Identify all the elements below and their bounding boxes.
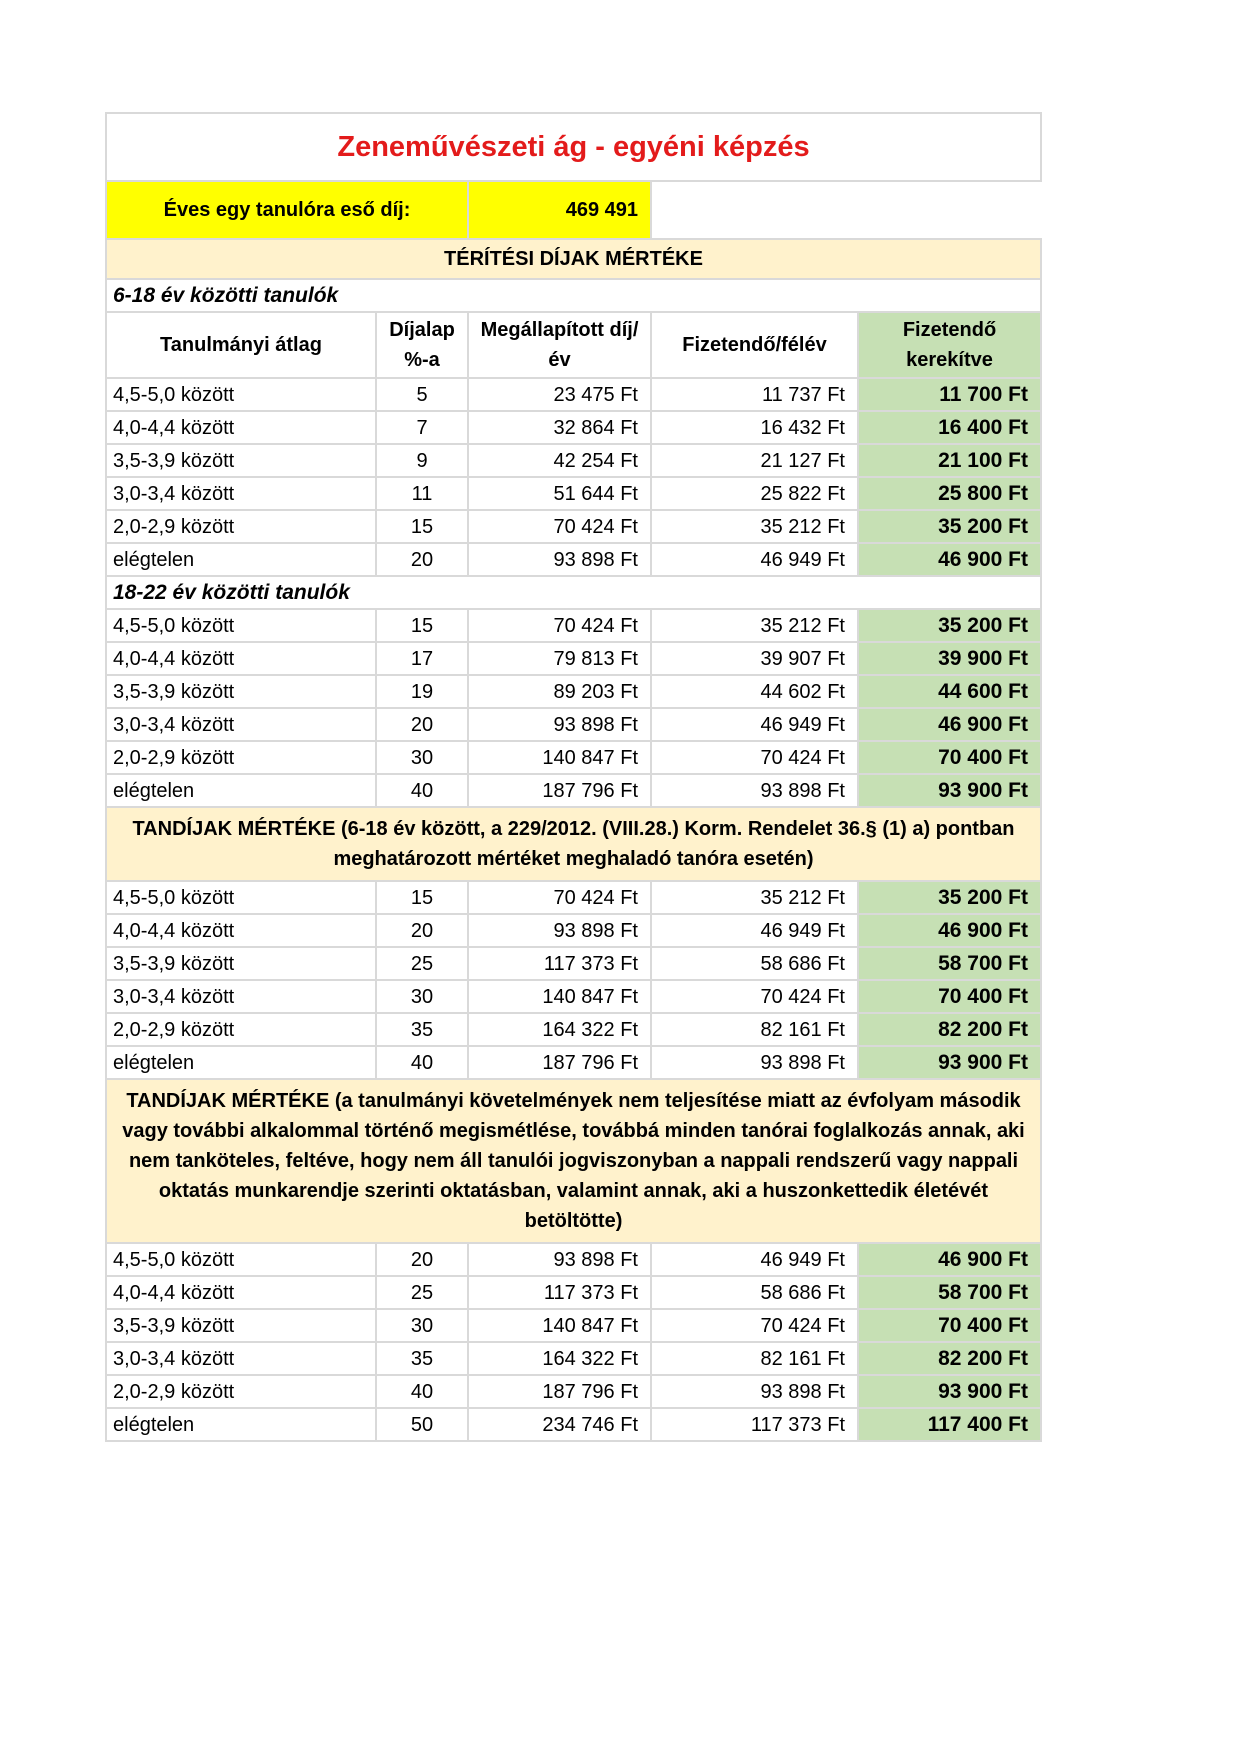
pct-cell: 35	[376, 1013, 468, 1046]
fees-section-row	[106, 239, 1041, 279]
table-row	[106, 741, 1041, 774]
table-row	[106, 1046, 1041, 1079]
table-row	[106, 1375, 1041, 1408]
year-fee-cell: 70 424 Ft	[468, 609, 651, 642]
year-fee-cell: 93 898 Ft	[468, 1243, 651, 1276]
table-row	[106, 774, 1041, 807]
avg-cell: 4,0-4,4 között	[106, 1276, 376, 1309]
avg-cell: 2,0-2,9 között	[106, 741, 376, 774]
pct-cell: 7	[376, 411, 468, 444]
avg-cell: 4,0-4,4 között	[106, 411, 376, 444]
year-fee-cell: 93 898 Ft	[468, 543, 651, 576]
avg-cell: 3,5-3,9 között	[106, 444, 376, 477]
year-fee-cell: 140 847 Ft	[468, 741, 651, 774]
half-fee-cell: 70 424 Ft	[651, 980, 858, 1013]
tuition-1-label: TANDÍJAK MÉRTÉKE (6-18 év között, a 229/2012. (VIII.28.) Korm. Rendelet 36.§ (1) a) pontban meghatározott mértéket meghaladó tanóra esetén)	[106, 807, 1041, 881]
pct-cell: 30	[376, 1309, 468, 1342]
pct-cell: 20	[376, 543, 468, 576]
tuition-2-label: TANDÍJAK MÉRTÉKE (a tanulmányi követelmények nem teljesítése miatt az évfolyam második vagy további alkalommal történő megismétlése, továbbá minden tanórai foglalkozás annak, aki nem tanköteles, feltéve, hogy nem áll tanulói jogviszonyban a nappali rendszerű vagy nappali oktatás munkarendje szerinti oktatásban, valamint annak, aki a huszonkettedik életévét betöltötte)	[106, 1079, 1041, 1243]
rounded-fee-cell: 21 100 Ft	[858, 444, 1041, 477]
rounded-fee-cell: 70 400 Ft	[858, 1309, 1041, 1342]
group-18-22-row	[106, 576, 1041, 609]
table-row	[106, 411, 1041, 444]
avg-cell: elégtelen	[106, 774, 376, 807]
avg-cell: 4,5-5,0 között	[106, 378, 376, 411]
table-row	[106, 642, 1041, 675]
table-row	[106, 881, 1041, 914]
pct-cell: 5	[376, 378, 468, 411]
rounded-fee-cell: 44 600 Ft	[858, 675, 1041, 708]
pct-cell: 30	[376, 741, 468, 774]
avg-cell: 3,0-3,4 között	[106, 477, 376, 510]
table-row	[106, 1342, 1041, 1375]
year-fee-cell: 51 644 Ft	[468, 477, 651, 510]
rounded-fee-cell: 46 900 Ft	[858, 708, 1041, 741]
rounded-fee-cell: 82 200 Ft	[858, 1342, 1041, 1375]
pct-cell: 25	[376, 1276, 468, 1309]
table-row	[106, 1243, 1041, 1276]
year-fee-cell: 93 898 Ft	[468, 914, 651, 947]
rounded-fee-cell: 70 400 Ft	[858, 980, 1041, 1013]
year-fee-cell: 79 813 Ft	[468, 642, 651, 675]
pct-cell: 19	[376, 675, 468, 708]
avg-cell: elégtelen	[106, 543, 376, 576]
fee-table	[105, 112, 1042, 1442]
rounded-fee-cell: 39 900 Ft	[858, 642, 1041, 675]
avg-cell: 3,0-3,4 között	[106, 708, 376, 741]
group-18-22-label: 18-22 év közötti tanulók	[106, 576, 1041, 609]
rounded-fee-cell: 35 200 Ft	[858, 881, 1041, 914]
half-fee-cell: 93 898 Ft	[651, 1046, 858, 1079]
year-fee-cell: 187 796 Ft	[468, 1375, 651, 1408]
rounded-fee-cell: 16 400 Ft	[858, 411, 1041, 444]
annual-fee-value: 469 491	[468, 181, 651, 239]
avg-cell: 2,0-2,9 között	[106, 1375, 376, 1408]
rounded-fee-cell: 70 400 Ft	[858, 741, 1041, 774]
table-row	[106, 444, 1041, 477]
half-fee-cell: 117 373 Ft	[651, 1408, 858, 1441]
rounded-fee-cell: 35 200 Ft	[858, 609, 1041, 642]
group-6-18-label: 6-18 év közötti tanulók	[106, 279, 1041, 312]
year-fee-cell: 187 796 Ft	[468, 1046, 651, 1079]
tuition-2-row	[106, 1079, 1041, 1243]
rounded-fee-cell: 46 900 Ft	[858, 1243, 1041, 1276]
table-row	[106, 947, 1041, 980]
table-row	[106, 1013, 1041, 1046]
year-fee-cell: 117 373 Ft	[468, 947, 651, 980]
avg-cell: 2,0-2,9 között	[106, 1013, 376, 1046]
half-fee-cell: 93 898 Ft	[651, 1375, 858, 1408]
pct-cell: 15	[376, 510, 468, 543]
column-header-row	[106, 312, 1041, 378]
rounded-fee-cell: 93 900 Ft	[858, 774, 1041, 807]
col-rounded-header: Fizetendő kerekítve	[858, 312, 1041, 378]
rounded-fee-cell: 58 700 Ft	[858, 947, 1041, 980]
fees-section-title: TÉRÍTÉSI DÍJAK MÉRTÉKE	[106, 239, 1041, 279]
half-fee-cell: 39 907 Ft	[651, 642, 858, 675]
rounded-fee-cell: 46 900 Ft	[858, 914, 1041, 947]
year-fee-cell: 93 898 Ft	[468, 708, 651, 741]
rounded-fee-cell: 117 400 Ft	[858, 1408, 1041, 1441]
avg-cell: elégtelen	[106, 1408, 376, 1441]
year-fee-cell: 42 254 Ft	[468, 444, 651, 477]
pct-cell: 20	[376, 1243, 468, 1276]
table-row	[106, 980, 1041, 1013]
pct-cell: 9	[376, 444, 468, 477]
pct-cell: 15	[376, 881, 468, 914]
table-row	[106, 914, 1041, 947]
tuition-1-row	[106, 807, 1041, 881]
rounded-fee-cell: 93 900 Ft	[858, 1375, 1041, 1408]
half-fee-cell: 58 686 Ft	[651, 1276, 858, 1309]
avg-cell: 3,0-3,4 között	[106, 980, 376, 1013]
group-6-18-row	[106, 279, 1041, 312]
pct-cell: 11	[376, 477, 468, 510]
half-fee-cell: 93 898 Ft	[651, 774, 858, 807]
table-row	[106, 1276, 1041, 1309]
half-fee-cell: 21 127 Ft	[651, 444, 858, 477]
avg-cell: 3,5-3,9 között	[106, 675, 376, 708]
annual-fee-label: Éves egy tanulóra eső díj:	[106, 181, 468, 239]
half-fee-cell: 70 424 Ft	[651, 741, 858, 774]
pct-cell: 40	[376, 774, 468, 807]
half-fee-cell: 82 161 Ft	[651, 1342, 858, 1375]
col-avg-header: Tanulmányi átlag	[106, 312, 376, 378]
year-fee-cell: 117 373 Ft	[468, 1276, 651, 1309]
title-row	[106, 113, 1041, 181]
pct-cell: 35	[376, 1342, 468, 1375]
avg-cell: 3,5-3,9 között	[106, 1309, 376, 1342]
half-fee-cell: 70 424 Ft	[651, 1309, 858, 1342]
avg-cell: 4,0-4,4 között	[106, 642, 376, 675]
half-fee-cell: 44 602 Ft	[651, 675, 858, 708]
table-row	[106, 378, 1041, 411]
avg-cell: 2,0-2,9 között	[106, 510, 376, 543]
half-fee-cell: 35 212 Ft	[651, 881, 858, 914]
half-fee-cell: 46 949 Ft	[651, 1243, 858, 1276]
year-fee-cell: 23 475 Ft	[468, 378, 651, 411]
rounded-fee-cell: 93 900 Ft	[858, 1046, 1041, 1079]
half-fee-cell: 11 737 Ft	[651, 378, 858, 411]
page-title: Zeneművészeti ág - egyéni képzés	[106, 113, 1041, 181]
rounded-fee-cell: 82 200 Ft	[858, 1013, 1041, 1046]
year-fee-cell: 164 322 Ft	[468, 1013, 651, 1046]
half-fee-cell: 16 432 Ft	[651, 411, 858, 444]
half-fee-cell: 82 161 Ft	[651, 1013, 858, 1046]
table-row	[106, 1408, 1041, 1441]
year-fee-cell: 164 322 Ft	[468, 1342, 651, 1375]
annual-fee-row	[106, 181, 1041, 239]
pct-cell: 20	[376, 708, 468, 741]
table-row	[106, 675, 1041, 708]
table-row	[106, 708, 1041, 741]
rounded-fee-cell: 58 700 Ft	[858, 1276, 1041, 1309]
half-fee-cell: 46 949 Ft	[651, 543, 858, 576]
table-row	[106, 543, 1041, 576]
table-row	[106, 609, 1041, 642]
year-fee-cell: 70 424 Ft	[468, 881, 651, 914]
table-row	[106, 477, 1041, 510]
table-row	[106, 510, 1041, 543]
half-fee-cell: 25 822 Ft	[651, 477, 858, 510]
avg-cell: elégtelen	[106, 1046, 376, 1079]
col-half-header: Fizetendő/félév	[651, 312, 858, 378]
pct-cell: 40	[376, 1046, 468, 1079]
rounded-fee-cell: 35 200 Ft	[858, 510, 1041, 543]
pct-cell: 25	[376, 947, 468, 980]
rounded-fee-cell: 46 900 Ft	[858, 543, 1041, 576]
year-fee-cell: 32 864 Ft	[468, 411, 651, 444]
avg-cell: 3,5-3,9 között	[106, 947, 376, 980]
half-fee-cell: 58 686 Ft	[651, 947, 858, 980]
avg-cell: 4,5-5,0 között	[106, 1243, 376, 1276]
pct-cell: 30	[376, 980, 468, 1013]
pct-cell: 15	[376, 609, 468, 642]
half-fee-cell: 35 212 Ft	[651, 609, 858, 642]
year-fee-cell: 70 424 Ft	[468, 510, 651, 543]
half-fee-cell: 35 212 Ft	[651, 510, 858, 543]
col-pct-header: Díjalap %-a	[376, 312, 468, 378]
year-fee-cell: 89 203 Ft	[468, 675, 651, 708]
pct-cell: 40	[376, 1375, 468, 1408]
half-fee-cell: 46 949 Ft	[651, 914, 858, 947]
col-year-header: Megállapított díj/év	[468, 312, 651, 378]
pct-cell: 17	[376, 642, 468, 675]
table-row	[106, 1309, 1041, 1342]
avg-cell: 3,0-3,4 között	[106, 1342, 376, 1375]
year-fee-cell: 140 847 Ft	[468, 1309, 651, 1342]
avg-cell: 4,5-5,0 között	[106, 609, 376, 642]
rounded-fee-cell: 25 800 Ft	[858, 477, 1041, 510]
avg-cell: 4,0-4,4 között	[106, 914, 376, 947]
year-fee-cell: 187 796 Ft	[468, 774, 651, 807]
year-fee-cell: 140 847 Ft	[468, 980, 651, 1013]
rounded-fee-cell: 11 700 Ft	[858, 378, 1041, 411]
year-fee-cell: 234 746 Ft	[468, 1408, 651, 1441]
half-fee-cell: 46 949 Ft	[651, 708, 858, 741]
pct-cell: 20	[376, 914, 468, 947]
empty-cell	[651, 181, 1041, 239]
pct-cell: 50	[376, 1408, 468, 1441]
avg-cell: 4,5-5,0 között	[106, 881, 376, 914]
